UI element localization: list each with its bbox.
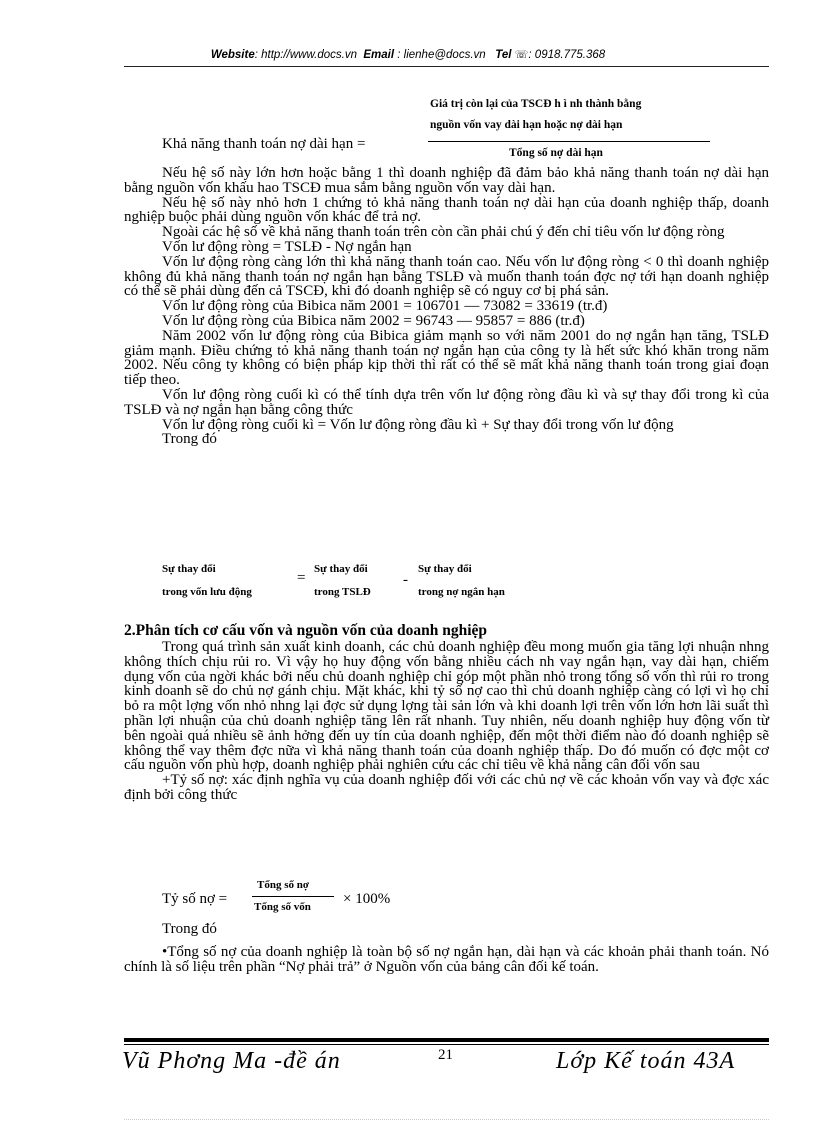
- paragraph: Năm 2002 vốn lư động ròng của Bibica giảm mạnh so với năm 2001 do nợ ngắn hạn tăng, TSLĐ giảm mạnh. Điều chứng tỏ khả năng thanh toán nợ ngắn hạn của công ty là hết sức khó khăn trong năm 2002. Nếu công ty không có biện pháp kịp thời thì rất có thể sẽ mất khả năng thanh toán trong giai đoạn tiếp theo.: [124, 327, 769, 389]
- section-heading: 2.Phân tích cơ cấu vốn và nguồn vốn của doanh nghiệp: [124, 622, 488, 639]
- tel-value: : 0918.775.368: [528, 49, 606, 61]
- page-number: 21: [438, 1047, 453, 1063]
- trong-do-label: Trong đó: [162, 921, 217, 937]
- formula-3-suffix: × 100%: [343, 891, 391, 907]
- formula-3-numerator: Tổng số nợ: [257, 879, 309, 891]
- footer-class: Lớp Kế toán 43A: [556, 1048, 736, 1074]
- paragraph: Vốn lư động ròng của Bibica năm 2001 = 106701 — 73082 = 33619 (tr.đ): [162, 298, 608, 315]
- formula-2-a-bottom: trong vốn lưu động: [162, 586, 252, 598]
- page-header: [0, 48, 816, 61]
- formula-2-minus: -: [403, 572, 408, 588]
- paragraph: Vốn lư động ròng cuối kì có thể tính dựa trên vốn lư động ròng đầu kì và sự thay đổi trong kì của TSLĐ và nợ ngắn hạn bằng công thức: [124, 386, 769, 418]
- formula-1-numerator: [430, 98, 720, 131]
- formula-3-denominator: Tổng số vốn: [254, 901, 311, 913]
- website-value[interactable]: : http://www.docs.vn: [254, 49, 357, 61]
- paragraph: Nếu hệ số này lớn hơn hoặc bằng 1 thì doanh nghiệp đã đảm bảo khả năng thanh toán nợ dài hạn bằng nguồn vốn khấu hao TSCĐ mua sắm bằng nguồn vốn vay dài hạn.: [124, 165, 769, 196]
- section-2-body: [124, 640, 769, 803]
- bullet-paragraph: [124, 945, 769, 975]
- paragraph: Trong đó: [162, 431, 217, 448]
- header-rule: [124, 66, 769, 67]
- bullet-item: [124, 945, 769, 975]
- paragraph: Trong quá trình sản xuất kinh doanh, các chủ doanh nghiệp đều mong muốn gia tăng lợi nhuận nhng không thích chịu rủi ro. Vì vậy họ huy động vốn bằng nhiều cách nh vay ngắn hạn, vay dài hạn, chiếm dụng vốn của ngời khác bởi nếu chủ doanh nghiệp chỉ góp một phần nhỏ trong tổng số vốn thì rủi ro trong kinh doanh sẽ do chủ nợ gánh chịu. Mặt khác, khi tỷ số nợ cao thì chủ doanh nghiệp càng có lợi vì họ chỉ bỏ ra một lợng vốn nhỏ nhng lại đợc sử dụng lợng tài sản lớn và khi doanh lợi trên vốn lớn hơn lãi suất thì phần lợi nhuận của chủ doanh nghiệp tăng lên rất nhanh. Tuy nhiên, nếu doanh nghiệp huy động vốn từ bên ngoài quá nhiều sẽ ảnh hởng đến uy tín của doanh nghiệp, đến một thời điểm nào đó doanh nghiệp sẽ không thể vay thêm đợc nữa vì khả năng thanh toán của doanh nghiệp thấp. Do đó muốn có đợc một cơ cấu nguồn vốn phù hợp, doanh nghiệp phải nghiên cứu các chỉ tiêu về khả năng cân đối vốn sau: [124, 639, 769, 774]
- paragraph: Ngoài các hệ số về khả năng thanh toán trên còn cần phải chú ý đến chỉ tiêu vốn lư động ròng: [162, 224, 725, 241]
- email-label: Email: [363, 49, 395, 61]
- paragraph: +Tỷ số nợ: xác định nghĩa vụ của doanh nghiệp đối với các chủ nợ về các khoản vốn vay và đợc xác định bởi công thức: [124, 772, 769, 803]
- paragraph: Vốn lư động ròng = TSLĐ - Nợ ngắn hạn: [162, 238, 412, 255]
- formula-2-c-top: Sự thay đổi: [418, 563, 472, 575]
- email-value[interactable]: : lienhe@docs.vn: [397, 49, 486, 61]
- paragraph: Nếu hệ số này nhỏ hơn 1 chứng tỏ khả năng thanh toán nợ dài hạn của doanh nghiệp thấp, doanh nghiệp buộc phải dùng nguồn vốn khác để trả nợ.: [124, 194, 769, 226]
- paragraph: Vốn lư động ròng của Bibica năm 2002 = 96743 — 95857 = 886 (tr.đ): [162, 312, 585, 329]
- formula-2-b-top: Sự thay đổi: [314, 563, 368, 575]
- formula-3-label: Tỷ số nợ =: [162, 891, 228, 907]
- website-label: Website: [210, 49, 255, 61]
- formula-1-label: Khả năng thanh toán nợ dài hạn =: [162, 136, 366, 152]
- formula-1-denominator: Tổng số nợ dài hạn: [509, 147, 603, 159]
- paragraph: Vốn lư động ròng cuối kì = Vốn lư động ròng đầu kì + Sự thay đổi trong vốn lư động: [162, 416, 674, 433]
- phone-icon: ☏: [514, 49, 529, 61]
- formula-2-a-top: Sự thay đổi: [162, 563, 216, 575]
- formula-3-fraction-bar: [252, 896, 334, 897]
- formula-1-line1: Giá trị còn lại của TSCĐ h ì nh thành bằng: [430, 98, 642, 110]
- paragraph: Vốn lư động ròng càng lớn thì khả năng thanh toán cao. Nếu vốn lư động ròng < 0 thì doanh nghiệp không đủ khả năng thanh toán nợ ngắn hạn bằng TSLĐ và muốn thanh toán đợc nợ tới hạn doanh nghiệp có thể sẽ phải dùng đến cả TSCĐ, khi đó doanh nghiệp sẽ có nguy cơ bị phá sản.: [124, 253, 769, 300]
- bullet-icon: •: [162, 944, 168, 960]
- formula-2-b-bottom: trong TSLĐ: [314, 586, 371, 598]
- bullet-text: Tổng số nợ của doanh nghiệp là toàn bộ số nợ ngắn hạn, dài hạn và các khoản phải thanh toán. Nó chính là số liệu trên phần “Nợ phải trả” ở Nguồn vốn của bảng cân đối kế toán.: [124, 944, 769, 975]
- formula-2-c-bottom: trong nợ ngắn hạn: [418, 586, 505, 598]
- formula-1-line2: nguồn vốn vay dài hạn hoặc nợ dài hạn: [430, 119, 623, 131]
- body-top: [124, 166, 769, 447]
- bottom-dotted-line: [124, 1119, 769, 1120]
- formula-2-eq: =: [297, 570, 306, 586]
- formula-1-fraction-bar: [428, 141, 710, 142]
- footer-author: Vũ Phơng Ma -đề án: [122, 1048, 341, 1074]
- tel-label: Tel: [495, 49, 512, 61]
